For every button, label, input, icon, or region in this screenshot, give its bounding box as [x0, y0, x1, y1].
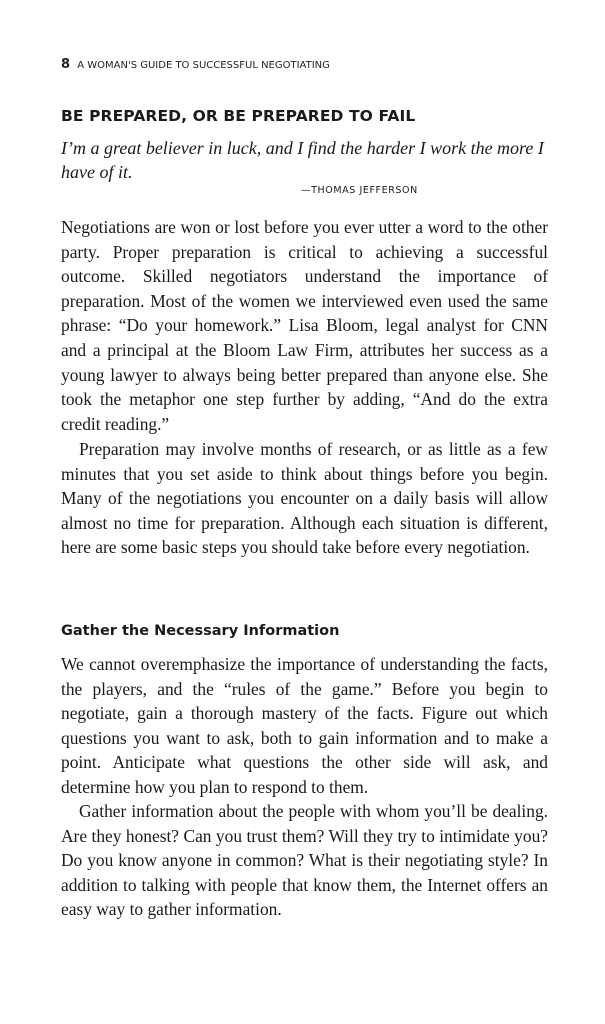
- subsection-heading: Gather the Necessary Information: [61, 623, 340, 639]
- page-number: 8: [61, 57, 71, 72]
- body-paragraph: Gather information about the people with whom you’ll be dealing. Are they honest? Can you trust them? Will they try to intimidate you? Do you know anyone in common? What is their negotiating style? In addition to talking with people that know them, the Internet offers an easy way to gather information.: [61, 801, 548, 920]
- epigraph-attribution: —THOMAS JEFFERSON: [301, 185, 418, 196]
- book-title: A WOMAN'S GUIDE TO SUCCESSFUL NEGOTIATING: [77, 60, 330, 71]
- body-paragraph: Negotiations are won or lost before you ever utter a word to the other party. Proper preparation is critical to achieving a successful outcome. Skilled negotiators understand the importance of preparation. Most of the women we interviewed even used the same phrase: “Do your homework.” Lisa Bloom, legal analyst for CNN and a principal at the Bloom Law Firm, attributes her success as a young lawyer to always being better prepared than anyone else. She took the metaphor one step further by adding, “And do the extra credit reading.”: [61, 217, 548, 434]
- body-paragraph: Preparation may involve months of research, or as little as a few minutes that you set aside to think about things before you begin. Many of the negotiations you encounter on a daily basis will allow almost no time for preparation. Although each situation is different, here are some basic steps you should take before every negotiation.: [61, 439, 548, 558]
- section-title: BE PREPARED, OR BE PREPARED TO FAIL: [61, 107, 416, 125]
- running-head: [61, 57, 330, 72]
- body-paragraph: We cannot overemphasize the importance of understanding the facts, the players, and the “rules of the game.” Before you begin to negotiate, gain a thorough mastery of the facts. Figure out which questions you want to ask, both to gain information and to make a point. Anticipate what questions the other side will ask, and determine how you plan to respond to them.: [61, 654, 548, 797]
- epigraph-quote: I’m a great believer in luck, and I find the harder I work the more I have of it.: [61, 138, 544, 182]
